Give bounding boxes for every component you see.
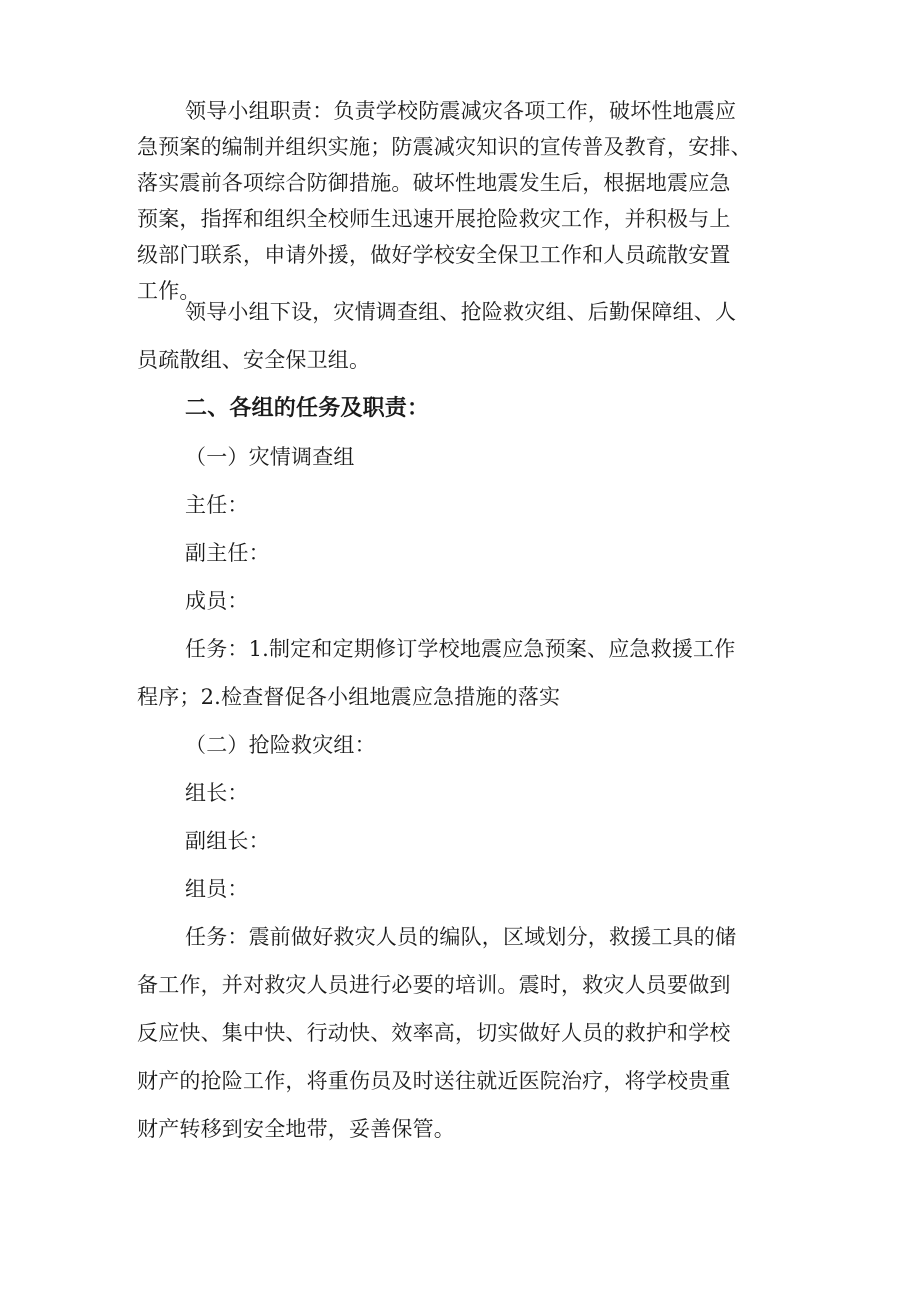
group2-title: （二）抢险救灾组： (185, 733, 376, 757)
group1-task-line-2: 程序；2.检查督促各小组地震应急措施的落实 (137, 685, 561, 709)
p1-line-1: 领导小组职责：负责学校防震减灾各项工作，破坏性地震应 (185, 99, 737, 123)
p1-line-6: 工作。 (137, 279, 201, 303)
p1-line-3: 落实震前各项综合防御措施。破坏性地震发生后，根据地震应急 (137, 171, 731, 195)
group1-deputy: 副主任： (185, 541, 270, 565)
group1-task-line-1: 任务：1.制定和定期修订学校地震应急预案、应急救援工作 (185, 637, 736, 661)
section-heading: 二、各组的任务及职责： (185, 396, 430, 421)
group1-director: 主任： (185, 493, 249, 517)
group2-leader: 组长： (185, 781, 249, 805)
group2-deputy: 副组长： (185, 829, 270, 853)
p2-line-2: 员疏散组、安全保卫组。 (137, 348, 371, 372)
group2-task-line-1: 任务：震前做好救灾人员的编队，区域划分，救援工具的储 (185, 925, 737, 949)
p1-line-2: 急预案的编制并组织实施；防震减灾知识的宣传普及教育，安排、 (137, 135, 752, 159)
group2-task-line-5: 财产转移到安全地带，妥善保管。 (137, 1117, 455, 1141)
p1-line-5: 级部门联系，申请外援，做好学校安全保卫工作和人员疏散安置 (137, 243, 731, 267)
group1-members: 成员： (185, 589, 249, 613)
group2-task-line-3: 反应快、集中快、行动快、效率高，切实做好人员的救护和学校 (137, 1021, 731, 1045)
group2-task-line-2: 备工作，并对救灾人员进行必要的培训。震时，救灾人员要做到 (137, 973, 731, 997)
group2-members: 组员： (185, 877, 249, 901)
group1-title: （一）灾情调查组 (185, 445, 355, 469)
p2-line-1: 领导小组下设，灾情调查组、抢险救灾组、后勤保障组、人 (185, 300, 737, 324)
group2-task-line-4: 财产的抢险工作，将重伤员及时送往就近医院治疗，将学校贵重 (137, 1069, 731, 1093)
p1-line-4: 预案，指挥和组织全校师生迅速开展抢险救灾工作，并积极与上 (137, 207, 731, 231)
